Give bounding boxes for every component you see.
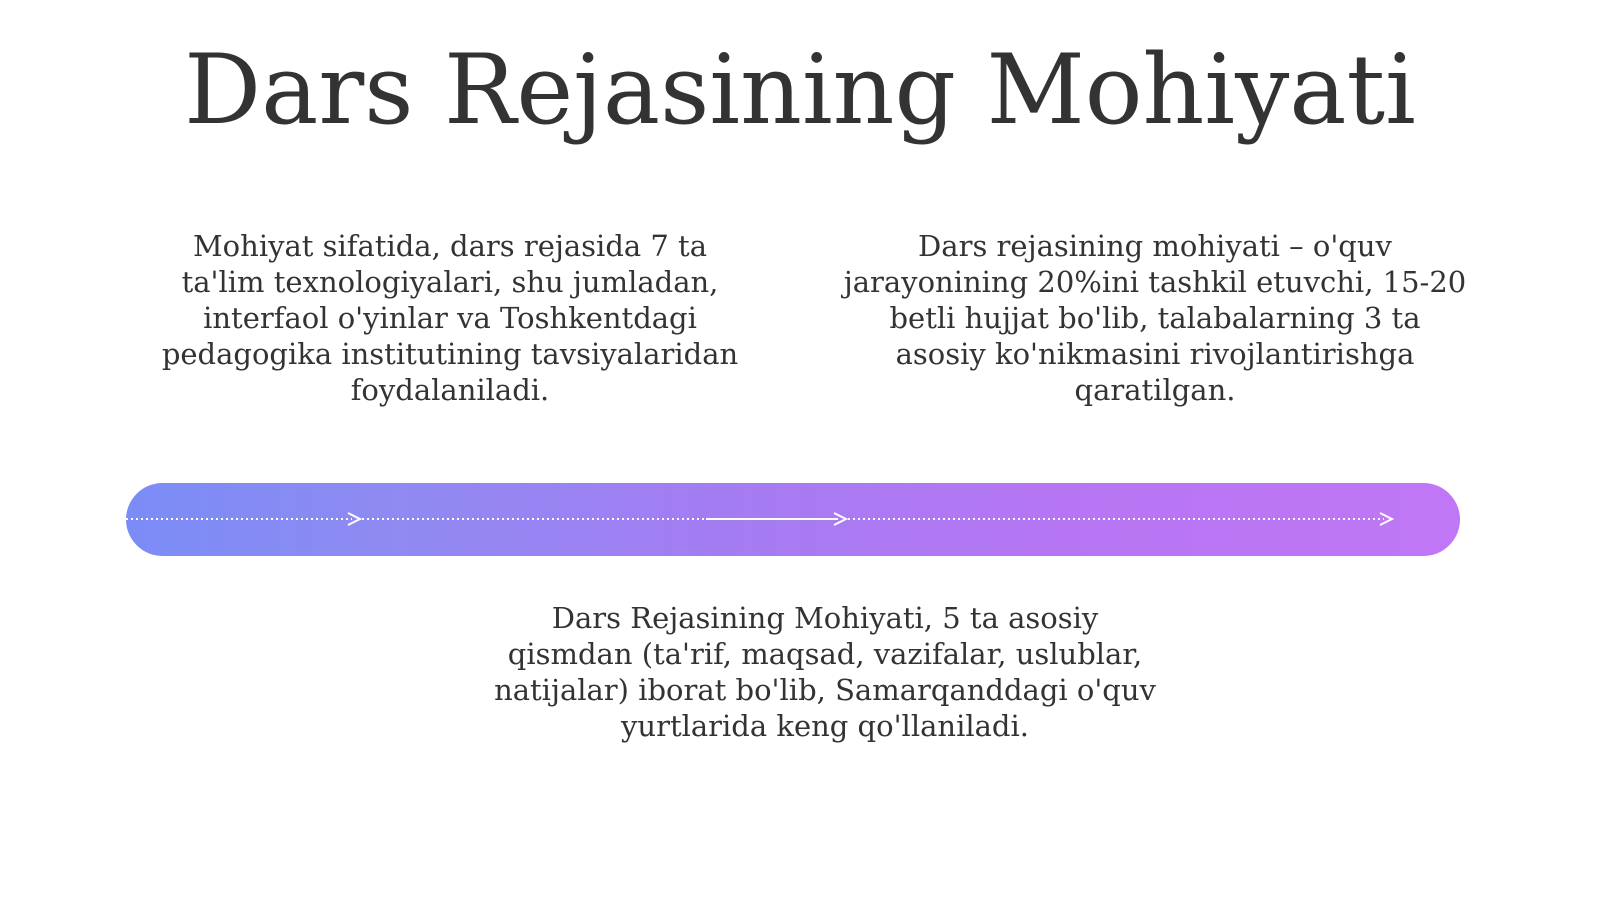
timeline-arrow-head-1 xyxy=(348,513,360,525)
timeline-arrow-head-3 xyxy=(1380,513,1392,525)
text-block-bottom: Dars Rejasining Mohiyati, 5 ta asosiy qismdan (ta'rif, maqsad, vazifalar, uslublar, natijalar) iborat bo'lib, Samarqanddagi o'quv yurtlarida keng qo'llaniladi. xyxy=(494,601,1156,743)
text-block-left: Mohiyat sifatida, dars rejasida 7 ta ta'lim texnologiyalari, shu jumladan, interfaol o'yinlar va Toshkentdagi pedagogika institutining tavsiyalaridan foydalaniladi. xyxy=(161,229,739,407)
text-block-right: Dars rejasining mohiyati – o'quv jarayonining 20%ini tashkil etuvchi, 15-20 betli hujjat bo'lib, talabalarning 3 ta asosiy ko'nikmasini rivojlantirishga qaratilgan. xyxy=(843,229,1467,407)
page-title: Dars Rejasining Mohiyati xyxy=(184,34,1416,146)
timeline-arrows xyxy=(126,483,1460,556)
timeline-bar xyxy=(126,483,1460,556)
